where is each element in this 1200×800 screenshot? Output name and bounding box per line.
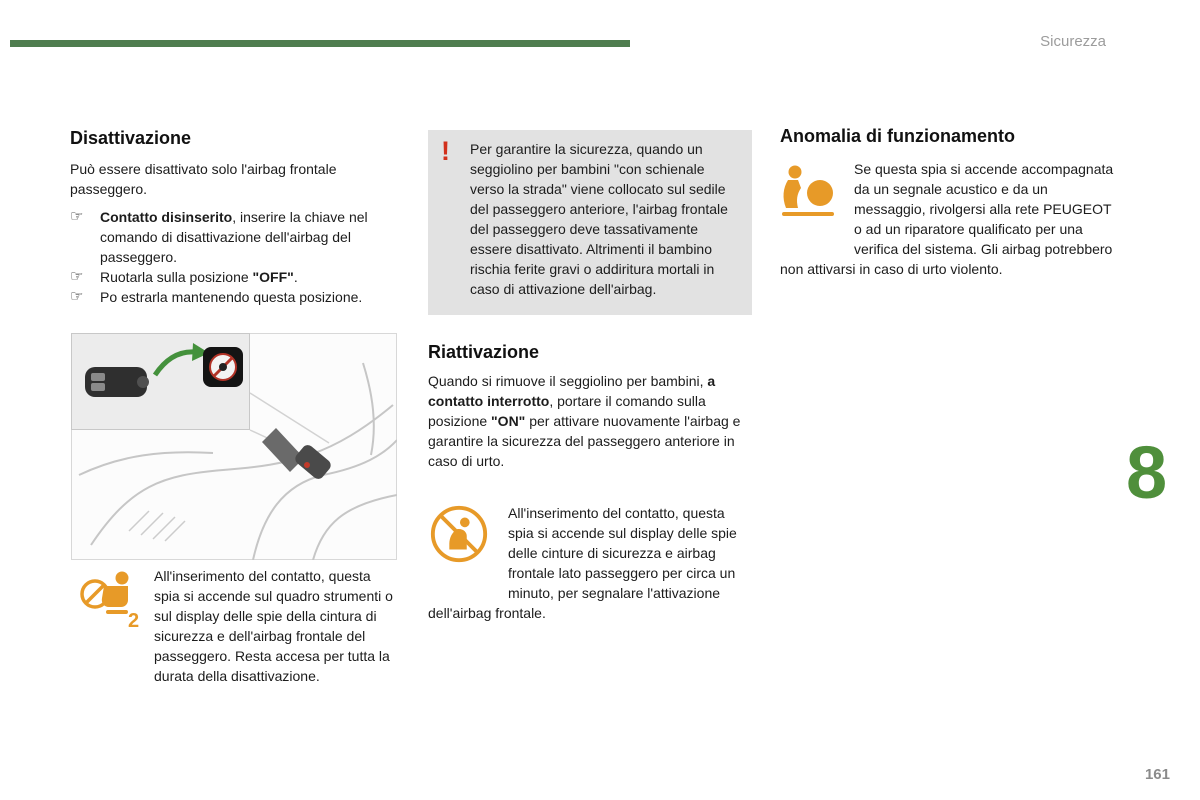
list-item <box>70 207 402 267</box>
section-title: Sicurezza <box>1040 33 1106 50</box>
deactivation-intro: Può essere disattivato solo l'airbag frontale passeggero. <box>70 161 337 197</box>
inset-panel <box>72 334 250 430</box>
malfunction-text: Se questa spia si accende accompagnata da un segnale acustico e da un messaggio, rivolgersi alla rete PEUGEOT o ad un riparatore qualificato per una verifica del sistema. Gli airbag potrebbero non attivarsi in caso di urto violento. <box>780 161 1114 277</box>
pointing-hand-icon: ☞ <box>70 288 84 305</box>
page-number: 161 <box>1144 766 1170 783</box>
list-item-text: Contatto disinserito, inserire la chiave nel comando di disattivazione dell'airbag del passeggero. <box>100 209 368 265</box>
deactivation-heading: Disattivazione <box>70 128 192 148</box>
airbag-warning-lamp-icon <box>780 159 838 241</box>
passenger-airbag-lamp-note <box>428 503 752 623</box>
pointing-hand-icon: ☞ <box>70 268 84 285</box>
chapter-number: 8 <box>1126 431 1168 514</box>
malfunction-heading: Anomalia di funzionamento <box>780 126 1016 146</box>
passenger-airbag-lamp-icon <box>428 503 492 585</box>
list-item-text: Po estrarla mantenendo questa posizione. <box>100 289 363 305</box>
malfunction-note <box>780 159 1114 279</box>
airbag-deactivated-lamp-icon <box>78 566 142 686</box>
column-middle <box>428 130 752 623</box>
safety-warning-box <box>428 130 752 315</box>
reactivation-paragraph: Quando si rimuove il seggiolino per bambini, a contatto interrotto, portare il comando sulla posizione "ON" per attivare nuovamente l'airbag e garantire la sicurezza del passeggero anteriore in caso di urto. <box>428 373 741 469</box>
key-switch-illustration <box>71 333 397 560</box>
reactivation-heading: Riattivazione <box>428 342 540 362</box>
passenger-airbag-lamp-text: All'inserimento del contatto, questa spia si accende sul display delle spie delle cinture di sicurezza e airbag frontale lato passeggero per circa un minuto, per segnalare l'attivazione dell'airbag frontale. <box>428 505 737 621</box>
pointing-hand-icon: ☞ <box>70 208 84 225</box>
deactivated-lamp-text: All'inserimento del contatto, questa spia si accende sul quadro strumenti o sul display delle spie della cintura di sicurezza e dell'airbag frontale del passeggero. Resta accesa per tutta la durata della disattivazione. <box>154 568 393 684</box>
safety-warning-text: Per garantire la sicurezza, quando un seggiolino per bambini "con schienale verso la strada" viene collocato sul sedile del passeggero anteriore, l'airbag frontale del passeggero deve tassativamente essere disattivato. Altrimenti il bambino rischia ferite gravi o addiritura mortali in caso di attivazione dell'airbag. <box>470 141 728 297</box>
list-item-text: Ruotarla sulla posizione "OFF". <box>100 269 298 285</box>
list-item <box>70 267 402 287</box>
column-deactivation <box>70 128 402 307</box>
lamp-badge: 2 <box>128 610 140 628</box>
list-item <box>70 287 402 307</box>
deactivated-lamp-note <box>78 566 400 686</box>
column-malfunction <box>780 126 1114 279</box>
exclamation-icon: ! <box>441 136 450 166</box>
header-accent-bar <box>10 40 630 47</box>
deactivation-steps <box>70 207 402 307</box>
